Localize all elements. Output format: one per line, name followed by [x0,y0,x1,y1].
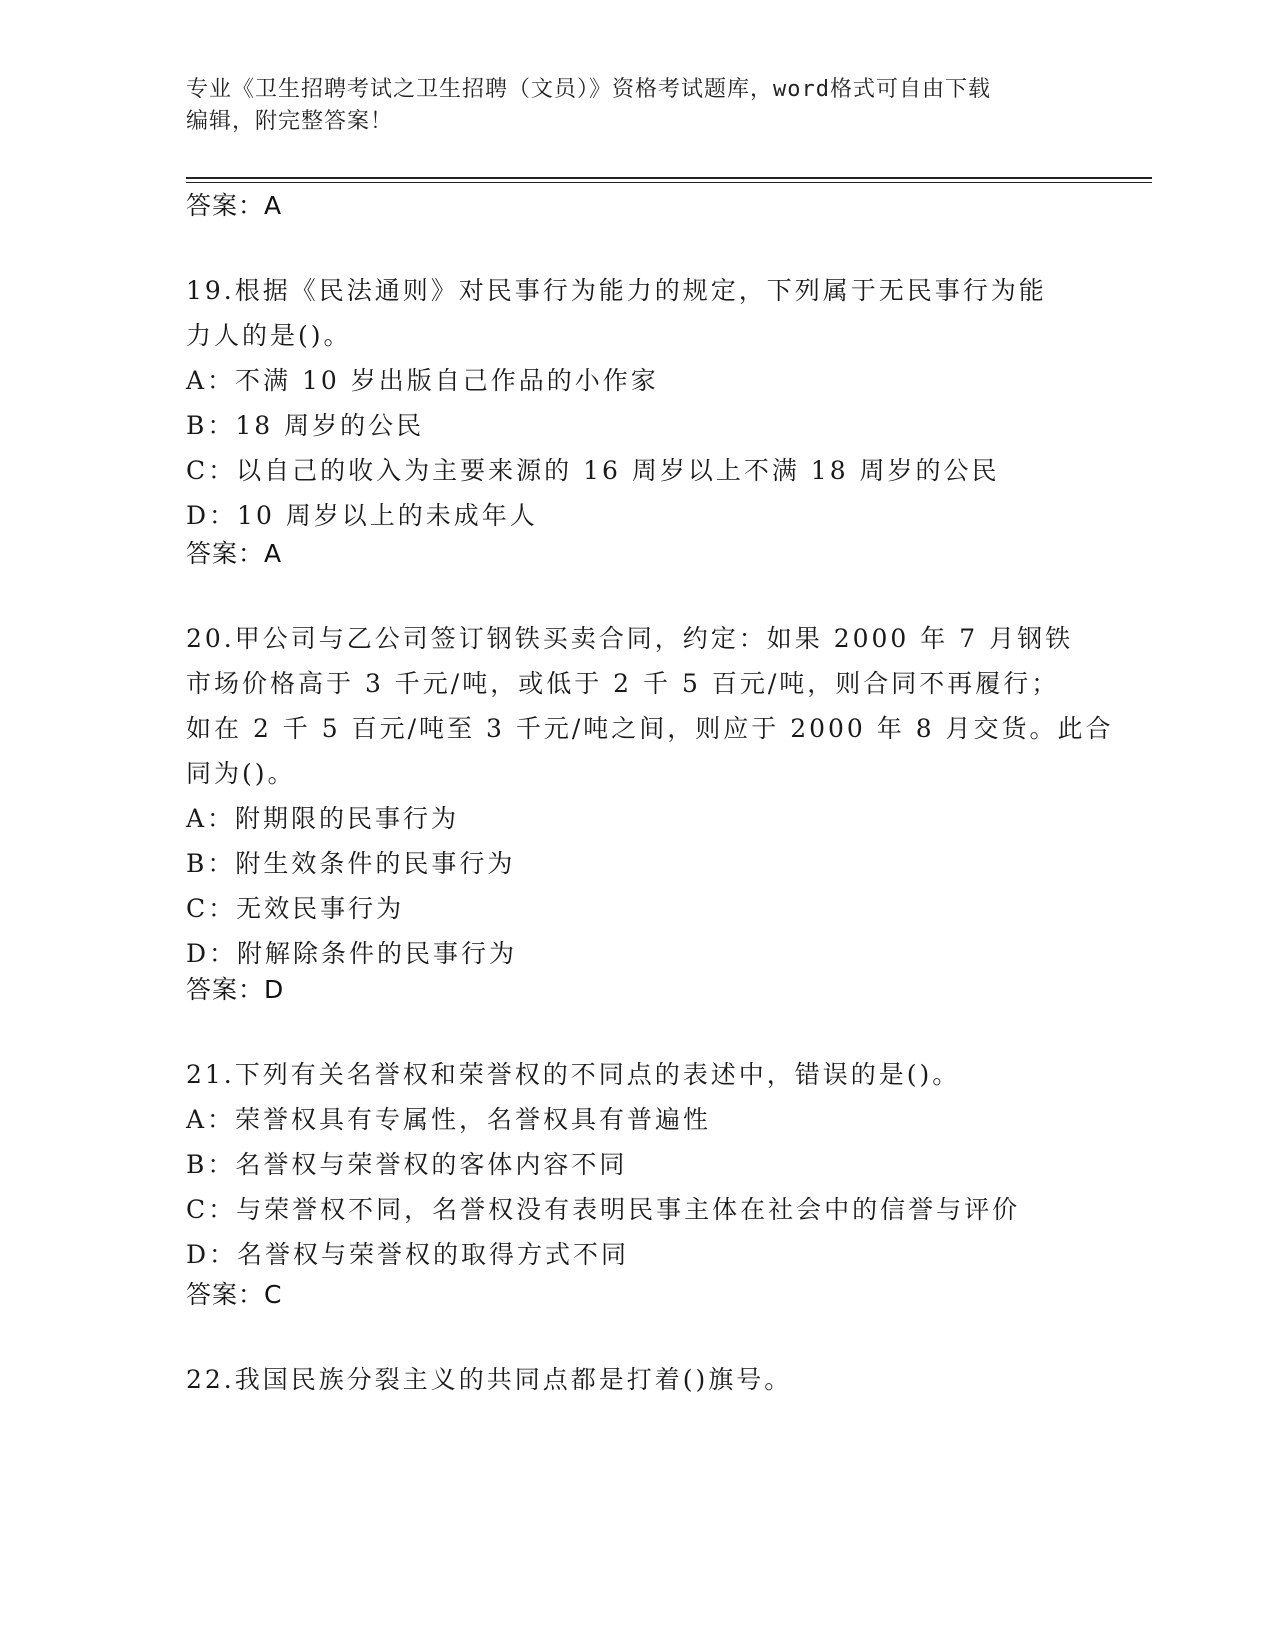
question-22 [186,1357,1086,1402]
answer-19: 答案：A [186,539,283,568]
option-a: A：附期限的民事行为 [186,804,460,833]
question-stem-line: 21.下列有关名誉权和荣誉权的不同点的表述中，错误的是()。 [186,1060,961,1089]
header-divider-thick [186,177,1152,179]
answer-20: 答案：D [186,975,285,1004]
question-stem-line: 同为()。 [186,759,296,788]
option-d: D：名誉权与荣誉权的取得方式不同 [186,1240,630,1269]
question-stem-line: 如在 2 千 5 百元/吨至 3 千元/吨之间，则应于 2000 年 8 月交货。此合 [186,714,1114,743]
option-d: D：10 周岁以上的未成年人 [186,501,538,530]
header-divider-thin [186,182,1152,183]
option-d: D：附解除条件的民事行为 [186,939,518,968]
question-stem-line: 22.我国民族分裂主义的共同点都是打着()旗号。 [186,1365,793,1394]
question-stem-line: 19.根据《民法通则》对民事行为能力的规定，下列属于无民事行为能 [186,276,1047,305]
question-19 [186,268,1086,538]
question-20 [186,616,1114,976]
answer-21: 答案：C [186,1280,283,1309]
question-21 [186,1052,1086,1277]
question-stem-line: 市场价格高于 3 千元/吨，或低于 2 千 5 百元/吨，则合同不再履行； [186,669,1060,698]
option-b: B：名誉权与荣誉权的客体内容不同 [186,1150,628,1179]
prev-answer: 答案：A [186,191,283,220]
document-header [186,74,1086,138]
header-line-2: 编辑，附完整答案！ [186,109,394,134]
header-line-1: 专业《卫生招聘考试之卫生招聘（文员）》资格考试题库，word格式可自由下载 [186,77,991,102]
option-a: A：不满 10 岁出版自己作品的小作家 [186,366,659,395]
option-b: B：附生效条件的民事行为 [186,849,516,878]
option-c: C：与荣誉权不同，名誉权没有表明民事主体在社会中的信誉与评价 [186,1195,1021,1224]
option-c: C：以自己的收入为主要来源的 16 周岁以上不满 18 周岁的公民 [186,456,1000,485]
option-b: B：18 周岁的公民 [186,411,425,440]
option-c: C：无效民事行为 [186,894,405,923]
question-stem-line: 力人的是()。 [186,321,352,350]
question-stem-line: 20.甲公司与乙公司签订钢铁买卖合同，约定：如果 2000 年 7 月钢铁 [186,624,1074,653]
option-a: A：荣誉权具有专属性，名誉权具有普遍性 [186,1105,712,1134]
